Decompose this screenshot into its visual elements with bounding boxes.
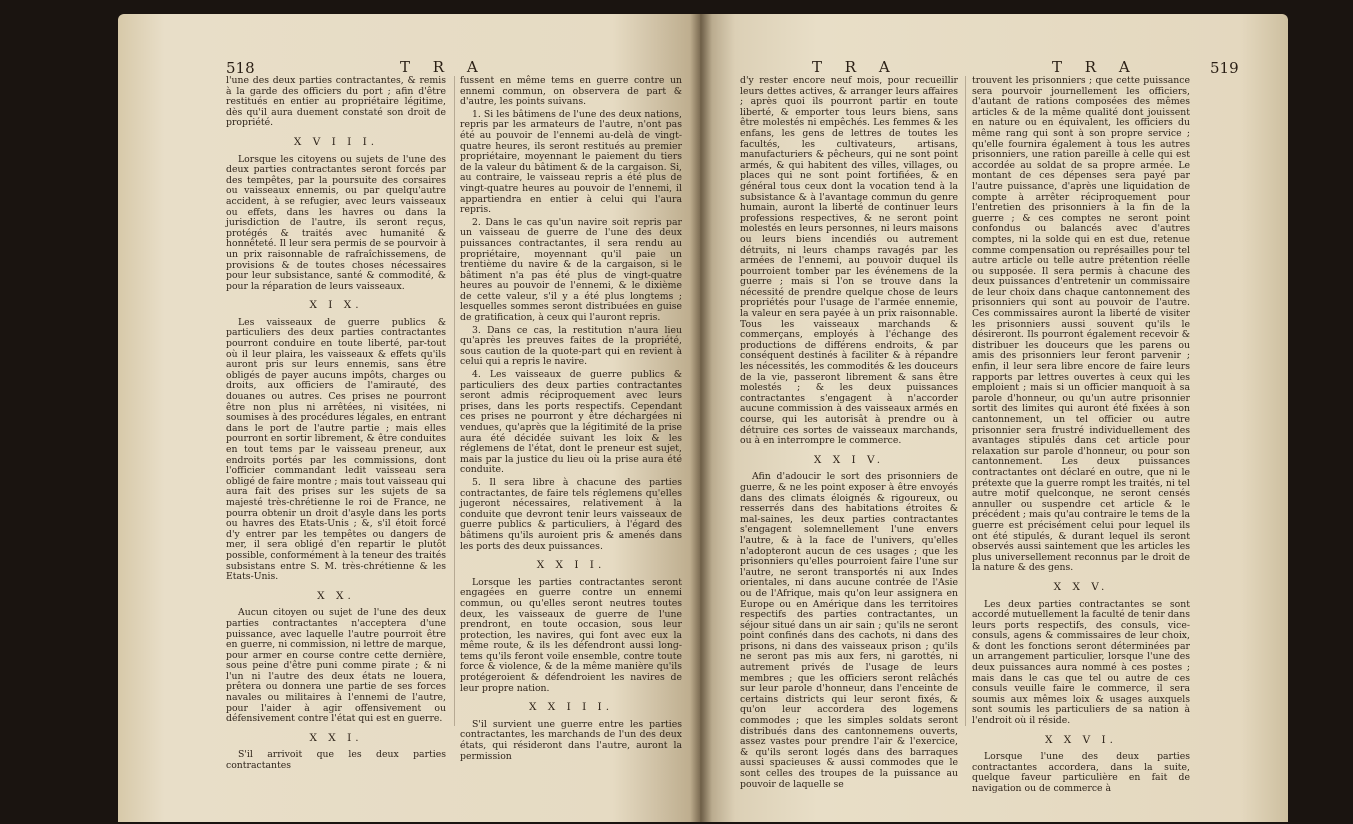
running-head-right-2: T R A bbox=[1052, 58, 1139, 76]
article-heading: X X I. bbox=[309, 731, 363, 744]
article-heading: X X I I I. bbox=[528, 701, 614, 714]
left-page-column-2 bbox=[460, 76, 682, 764]
column-rule bbox=[454, 76, 455, 726]
paragraph: Lorsque l'une des deux parties contractantes accordera, dans la suite, quelque faveur particulière en fait de navigation ou de commerce à bbox=[972, 751, 1190, 794]
paragraph: S'il arrivoit que les deux parties contractantes bbox=[226, 749, 446, 772]
paragraph: Les vaisseaux de guerre publics & particuliers des deux parties contractantes pourront conduire en toute liberté, par-tout où il leur plaira, les vaisseaux & effets qu'ils auront pris sur leurs ennemis, sans être obligés de payer aucuns impôts, charges ou droits, aux officiers de l'amirauté, des douanes ou autres. Ces prises ne pourront être non plus ni arrêtées, ni visitées, ni soumises à des procédures légales, en entrant dans le port de l'autre partie ; mais elles pourront en sortir librement, & être conduites en tout tems par le vaisseau preneur, aux endroits portés par les commissions, dont l'officier commandant ledit vaisseau sera obligé de faire montre ; mais tout vaisseau qui aura fait des prises sur les sujets de sa majesté très-chrétienne le roi de France, ne pourra obtenir un droit d'asyle dans les ports ou havres des Etats-Unis ; &, s'il étoit forcé d'y entrer par les tempêtes ou dangers de mer, il sera obligé d'en repartir le plutôt possible, conformément à la teneur des traités subsistans entre S. M. très-chrétienne & les Etats-Unis. bbox=[226, 316, 446, 583]
right-page-column-2 bbox=[972, 76, 1190, 797]
running-head-right-1: T R A bbox=[812, 58, 899, 76]
book-gutter bbox=[690, 14, 712, 822]
page-number-left: 518 bbox=[226, 59, 255, 77]
paragraph: Aucun citoyen ou sujet de l'une des deux parties contractantes n'acceptera d'une puissance, avec laquelle l'autre pourroit être en guerre, ni commission, ni lettre de marque, pour armer en course contre cette dernière, sous peine d'être puni comme pirate ; & ni l'un ni l'autre des deux états ne louera, prêtera ou donnera une partie de ses forces navales ou militaires à l'ennemi de l'autre, pour l'aider à agir offensivement ou défensivement contre l'état qui est en guerre. bbox=[226, 607, 446, 725]
paragraph: l'une des deux parties contractantes, & remis à la garde des officiers du port ; afin d'être restitués en entier au propriétaire légitime, dès qu'il aura duement constaté son droit de propriété. bbox=[226, 75, 446, 129]
paragraph: Lorsque les parties contractantes seront engagées en guerre contre un ennemi commun, ou qu'elles seront neutres toutes deux, les vaisseaux de guerre de l'une prendront, en toute occasion, sous leur protection, les navires, qui font avec eux la même route, & ils les défendront aussi long-tems qu'ils feront voile ensemble, contre toute force & violence, & de la même manière qu'ils protégeroient & défendroient les navires de leur propre nation. bbox=[460, 576, 682, 694]
paragraph: trouvent les prisonniers ; que cette puissance sera pourvoir journellement les officiers, d'autant de rations composées des mêmes articles & de la même qualité dont jouissent en nature ou en équivalent, les officiers du même rang qui sont à son propre service ; qu'elle fournira également à tous les autres prisonniers, une ration pareille à celle qui est accordée au soldat de sa propre armée. Le montant de ces dépenses sera payé par l'autre puissance, d'après une liquidation de compte à arrêter réciproquement pour l'entretien des prisonniers à la fin de la guerre ; & ces comptes ne seront point confondus ou balancés avec d'autres comptes, ni la solde qui en est due, retenue comme compensation ou représailles pour tel autre article ou telle autre prétention réelle ou supposée. Il sera permis à chacune des deux puissances d'entretenir un commissaire de leur choix dans chaque cantonnement des prisonniers qui sont au pouvoir de l'autre. Ces commissaires auront la liberté de visiter les prisonniers aussi souvent qu'ils le désireront. Ils pourront également recevoir & distribuer les douceurs que les parens ou amis des prisonniers leur feront parvenir ; enfin, il leur sera libre encore de faire leurs rapports par lettres ouvertes à ceux qui les emploient ; mais si un officier manquoit à sa parole d'honneur, ou qu'un autre prisonnier sortit des limites qui auront été fixées à son cantonnement, un tel officier ou autre prisonnier sera frustré individuellement des avantages stipulés dans cet article pour relaxation sur parole d'honneur, ou pour son cantonnement. Les deux puissances contractantes ont déclaré en outre, que ni le prétexte que la guerre rompt les traités, ni tel autre motif quelconque, ne seront censés annuller ou suspendre cet article & le précédent ; mais qu'au contraire le tems de la guerre est précisément celui pour lequel ils ont été stipulés, & durant lequel ils seront observés aussi saintement que les articles les plus universellement reconnus par le droit de la nature & des gens. bbox=[972, 75, 1190, 574]
paragraph: Afin d'adoucir le sort des prisonniers de guerre, & ne les point exposer à être envoyés dans des climats éloignés & rigoureux, ou resserrés dans des habitations étroites & mal-saines, les deux parties contractantes s'engagent solemnellement l'une envers l'autre, & à la face de l'univers, qu'elles n'adopteront aucun de ces usages ; que les prisonniers qu'elles pourroient faire l'une sur l'autre, ne seront transportés ni aux Indes orientales, ni dans aucune contrée de l'Asie ou de l'Afrique, mais qu'on leur assignera en Europe ou en Amérique dans les territoires respectifs des parties contractantes, un séjour situé dans un air sain ; qu'ils ne seront point confinés dans des cachots, ni dans des prisons, ni dans des vaisseaux prison ; qu'ils ne seront pas mis aux fers, ni garottés, ni autrement privés de l'usage de leurs membres ; que les officiers seront relâchés sur leur parole d'honneur, dans l'enceinte de certains districts qui leur seront fixés, & qu'on leur accordera des logemens commodes ; que les simples soldats seront distribués dans des cantonnemens ouverts, assez vastes pour prendre l'air & l'exercice, & qu'ils seront logés dans des barraques aussi spacieuses & aussi commodes que le sont celles des troupes de la puissance au pouvoir de laquelle se bbox=[740, 471, 958, 790]
open-book bbox=[118, 14, 1288, 824]
paragraph: 1. Si les bâtimens de l'une des deux nations, repris par les armateurs de l'autre, n'ont pas été au pouvoir de l'ennemi au-delà de vingt-quatre heures, ils seront restitués au premier propriétaire, moyennant le paiement du tiers de la valeur du bâtiment & de la cargaison. Si, au contraire, le vaisseau repris a été plus de vingt-quatre heures au pouvoir de l'ennemi, il appartiendra en entier à celui qui l'aura repris. bbox=[460, 108, 682, 216]
paragraph: 5. Il sera libre à chacune des parties contractantes, de faire tels réglemens qu'elles jugeront nécessaires, relativement à la conduite que devront tenir leurs vaisseaux de guerre publics & particuliers, à l'égard des bâtimens qu'ils auroient pris & amenés dans les ports des deux puissances. bbox=[460, 476, 682, 552]
article-heading: X V I I I. bbox=[293, 135, 379, 148]
left-page bbox=[118, 14, 700, 822]
paragraph: 4. Les vaisseaux de guerre publics & particuliers des deux parties contractantes seront admis réciproquement avec leurs prises, dans les ports respectifs. Cependant ces prises ne pourront y être déchargées ni vendues, qu'après que la légitimité de la prise aura été décidée suivant les loix & les réglemens de l'état, dont le preneur est sujet, mais par la justice du lieu où la prise aura été conduite. bbox=[460, 369, 682, 476]
column-rule bbox=[965, 76, 966, 726]
paragraph: fussent en même tems en guerre contre un ennemi commun, on observera de part & d'autre, les points suivans. bbox=[460, 75, 682, 108]
article-heading: X X I I. bbox=[536, 559, 606, 572]
paragraph: d'y rester encore neuf mois, pour recueillir leurs dettes actives, & arranger leurs affaires ; après quoi ils pourront partir en toute liberté, & emporter tous leurs biens, sans être molestés ni empêchés. Les femmes & les enfans, les gens de lettres de toutes les facultés, les cultivateurs, artisans, manufacturiers & pêcheurs, qui ne sont point armés, & qui habitent des villes, villages, ou places qui ne sont point fortifiées, & en général tous ceux dont la vocation tend à la subsistance & à l'avantage commun du genre humain, auront la liberté de continuer leurs professions respectives, & ne seront point molestés en leurs personnes, ni leurs maisons ou leurs biens incendiés ou autrement détruits, ni leurs champs ravagés par les armées de l'ennemi, au pouvoir duquel ils pourroient tomber par les événemens de la guerre ; mais si l'on se trouve dans la nécessité de prendre quelque chose de leurs propriétés pour l'usage de l'armée ennemie, la valeur en sera payée à un prix raisonnable. Tous les vaisseaux marchands & commerçans, employés à l'échange des productions de différens endroits, & par conséquent destinés à faciliter & à répandre les nécessités, les commodités & les douceurs de la vie, passeront librement & sans être molestés ; & les deux puissances contractantes s'engagent à n'accorder aucune commission à des vaisseaux armés en course, qui les autorisât à prendre ou à détruire ces sortes de vaisseaux marchands, ou à en interrompre le commerce. bbox=[740, 75, 958, 447]
paragraph: 3. Dans ce cas, la restitution n'aura lieu qu'après les preuves faites de la propriété, sous caution de la quote-part qui en revient à celui qui a repris le navire. bbox=[460, 324, 682, 368]
left-page-column-1 bbox=[226, 76, 446, 774]
paragraph: 2. Dans le cas qu'un navire soit repris par un vaisseau de guerre de l'une des deux puissances contractantes, il sera rendu au propriétaire, moyennant qu'il paie un trentième du navire & de la cargaison, si le bâtiment n'a pas été plus de vingt-quatre heures au pouvoir de l'ennemi, & le dixième de cette valeur, s'il y a été plus longtems ; lesquelles sommes seront distribuées en guise de gratification, à ceux qui l'auront repris. bbox=[460, 216, 682, 324]
article-heading: X X V. bbox=[1053, 580, 1109, 593]
page-number-right: 519 bbox=[1210, 59, 1239, 77]
paragraph: Les deux parties contractantes se sont accordé mutuellement la faculté de tenir dans leurs ports respectifs, des consuls, vice-consuls, agens & commissaires de leur choix, & dont les fonctions seront déterminées par un arrangement particulier, lorsque l'une des deux puissances aura nommé à ces postes ; mais dans le cas que tel ou autre de ces consuls veuille faire le commerce, il sera soumis aux mêmes loix & usages auxquels sont soumis les particuliers de sa nation à l'endroit où il réside. bbox=[972, 598, 1190, 727]
article-heading: X X I V. bbox=[813, 453, 885, 466]
article-heading: X I X. bbox=[309, 299, 363, 312]
right-page bbox=[700, 14, 1288, 822]
paragraph: Lorsque les citoyens ou sujets de l'une des deux parties contractantes seront forcés par des tempêtes, par la poursuite des corsaires ou vaisseaux ennemis, ou par quelqu'autre accident, à se refugier, avec leurs vaisseaux ou effets, dans les havres ou dans la jurisdiction de l'autre, ils seront reçus, protégés & traités avec humanité & honnêteté. Il leur sera permis de se pourvoir à un prix raisonnable de rafraîchissemens, de provisions & de toutes choses nécessaires pour leur subsistance, santé & commodité, & pour la réparation de leurs vaisseaux. bbox=[226, 153, 446, 292]
running-head-left: T R A bbox=[400, 58, 487, 76]
right-page-column-1 bbox=[740, 76, 958, 792]
article-heading: X X V I. bbox=[1044, 733, 1118, 746]
article-heading: X X. bbox=[317, 589, 355, 602]
paragraph: S'il survient une guerre entre les parties contractantes, les marchands de l'un des deux états, qui résideront dans l'autre, auront la permission bbox=[460, 718, 682, 762]
